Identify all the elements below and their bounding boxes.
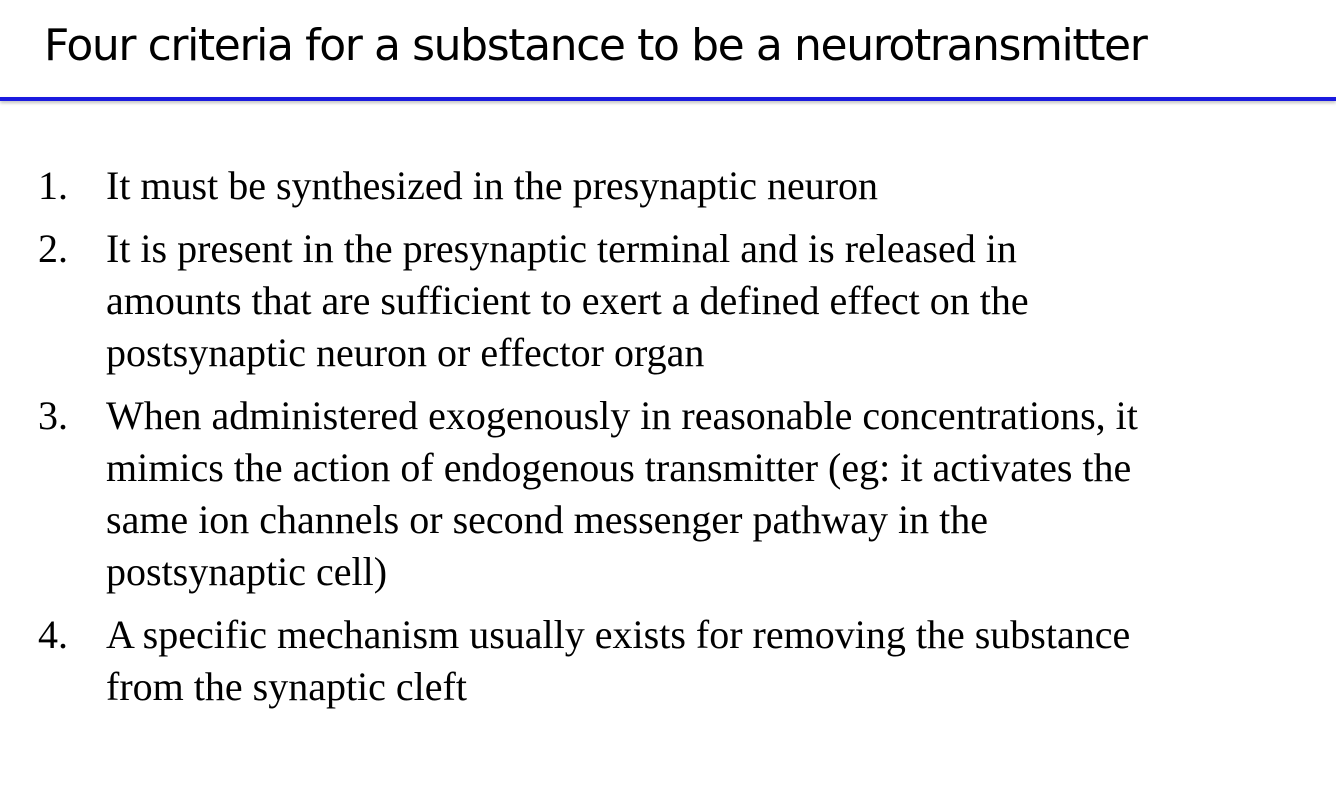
item-number: 1.	[38, 163, 68, 208]
item-text-line: A specific mechanism usually exists for removing the substance	[106, 612, 1131, 657]
item-text-line: amounts that are sufficient to exert a defined effect on the	[106, 278, 1029, 323]
slide-title: Four criteria for a substance to be a neurotransmitter	[44, 20, 1147, 71]
criteria-item-2	[0, 223, 1306, 379]
item-number: 4.	[38, 612, 68, 657]
criteria-item-3	[0, 390, 1306, 598]
title-divider	[0, 97, 1336, 101]
item-text-line: postsynaptic cell)	[106, 549, 388, 594]
item-number: 3.	[38, 393, 68, 438]
criteria-item-4	[0, 609, 1306, 713]
item-text-line: from the synaptic cleft	[106, 664, 467, 709]
item-number: 2.	[38, 226, 68, 271]
item-text-line: same ion channels or second messenger pathway in the	[106, 497, 988, 542]
item-text-line: It must be synthesized in the presynaptic neuron	[106, 163, 879, 208]
criteria-item-1	[0, 160, 1306, 212]
item-text-line: mimics the action of endogenous transmitter (eg: it activates the	[106, 445, 1132, 490]
criteria-list	[0, 160, 1306, 724]
item-text-line: When administered exogenously in reasonable concentrations, it	[106, 393, 1138, 438]
item-text-line: It is present in the presynaptic terminal and is released in	[106, 226, 1017, 271]
item-text-line: postsynaptic neuron or effector organ	[106, 330, 705, 375]
